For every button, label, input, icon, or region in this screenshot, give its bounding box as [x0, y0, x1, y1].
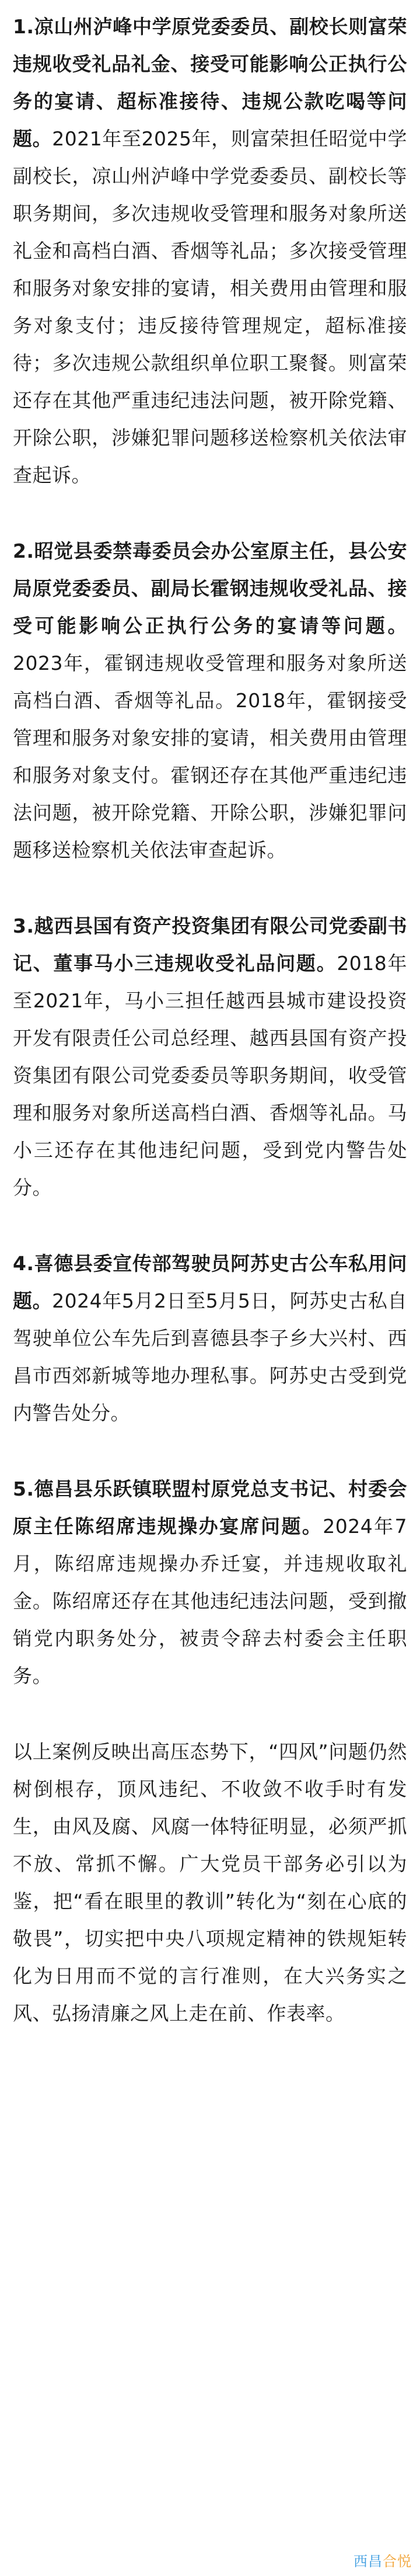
case-title: 2.昭觉县委禁毒委员会办公室原主任，县公安局原党委委员、副局长霍钢违规收受礼品、接受可能影响公正执行公务的宴请等问题。	[13, 540, 407, 637]
case-body: 2018年至2021年，马小三担任越西县城市建设投资开发有限责任公司总经理、越西县国有资产投资集团有限公司党委委员等职务期间，收受管理和服务对象所送高档白酒、香烟等礼品。马小三还存在其他违纪问题，受到党内警告处分。	[13, 952, 408, 1199]
case-item-2	[13, 533, 407, 869]
conclusion-paragraph: 以上案例反映出高压态势下，“四风”问题仍然树倒根存，顶风违纪、不收敛不收手时有发生，由风及腐、风腐一体特征明显，必须严抓不放、常抓不懈。广大党员干部务必引以为鉴，把“看在眼里的教训”转化为“刻在心底的敬畏”，切实把中央八项规定精神的铁规矩转化为日用而不觉的言行准则，在大兴务实之风、弘扬清廉之风上走在前、作表率。	[13, 1740, 407, 2025]
case-item-4	[13, 1245, 407, 1432]
case-body: 2024年5月2日至5月5日，阿苏史古私自驾驶单位公车先后到喜德县李子乡大兴村、西昌市西郊新城等地办理私事。阿苏史古受到党内警告处分。	[13, 1289, 408, 1424]
case-item-1	[13, 8, 407, 494]
case-title: 1.凉山州泸峰中学原党委委员、副校长则富荣违规收受礼品礼金、接受可能影响公正执行公务的宴请、超标准接待、违规公款吃喝等问题。	[13, 15, 407, 150]
case-body: 2021年至2025年，则富荣担任昭觉中学副校长，凉山州泸峰中学党委委员、副校长等职务期间，多次违规收受管理和服务对象所送礼金和高档白酒、香烟等礼品；多次接受管理和服务对象安排的宴请，相关费用由管理和服务对象支付；违反接待管理规定，超标准接待；多次违规公款组织单位职工聚餐。则富荣还存在其他严重违纪违法问题，被开除党籍、开除公职，涉嫌犯罪问题移送检察机关依法审查起诉。	[13, 127, 408, 486]
case-item-3	[13, 908, 407, 1207]
case-item-5	[13, 1470, 407, 1695]
watermark-part1: 西昌	[354, 2553, 383, 2570]
case-title: 3.越西县国有资产投资集团有限公司党委副书记、董事马小三违规收受礼品问题。	[13, 915, 407, 975]
watermark-part2: 合悦	[383, 2553, 412, 2570]
case-title: 5.德昌县乐跃镇联盟村原党总支书记、村委会原主任陈绍席违规操办宴席问题。	[13, 1478, 407, 1538]
watermark-logo	[354, 2550, 412, 2570]
case-body: 2024年7月，陈绍席违规操办乔迁宴，并违规收取礼金。陈绍席还存在其他违纪违法问题，受到撤销党内职务处分，被责令辞去村委会主任职务。	[13, 1515, 408, 1687]
case-title: 4.喜德县委宣传部驾驶员阿苏史古公车私用问题。	[13, 1252, 407, 1312]
case-body: 2023年，霍钢违规收受管理和服务对象所送高档白酒、香烟等礼品。2018年，霍钢接受管理和服务对象安排的宴请，相关费用由管理和服务对象支付。霍钢还存在其他严重违纪违法问题，被开除党籍、开除公职，涉嫌犯罪问题移送检察机关依法审查起诉。	[13, 652, 407, 861]
